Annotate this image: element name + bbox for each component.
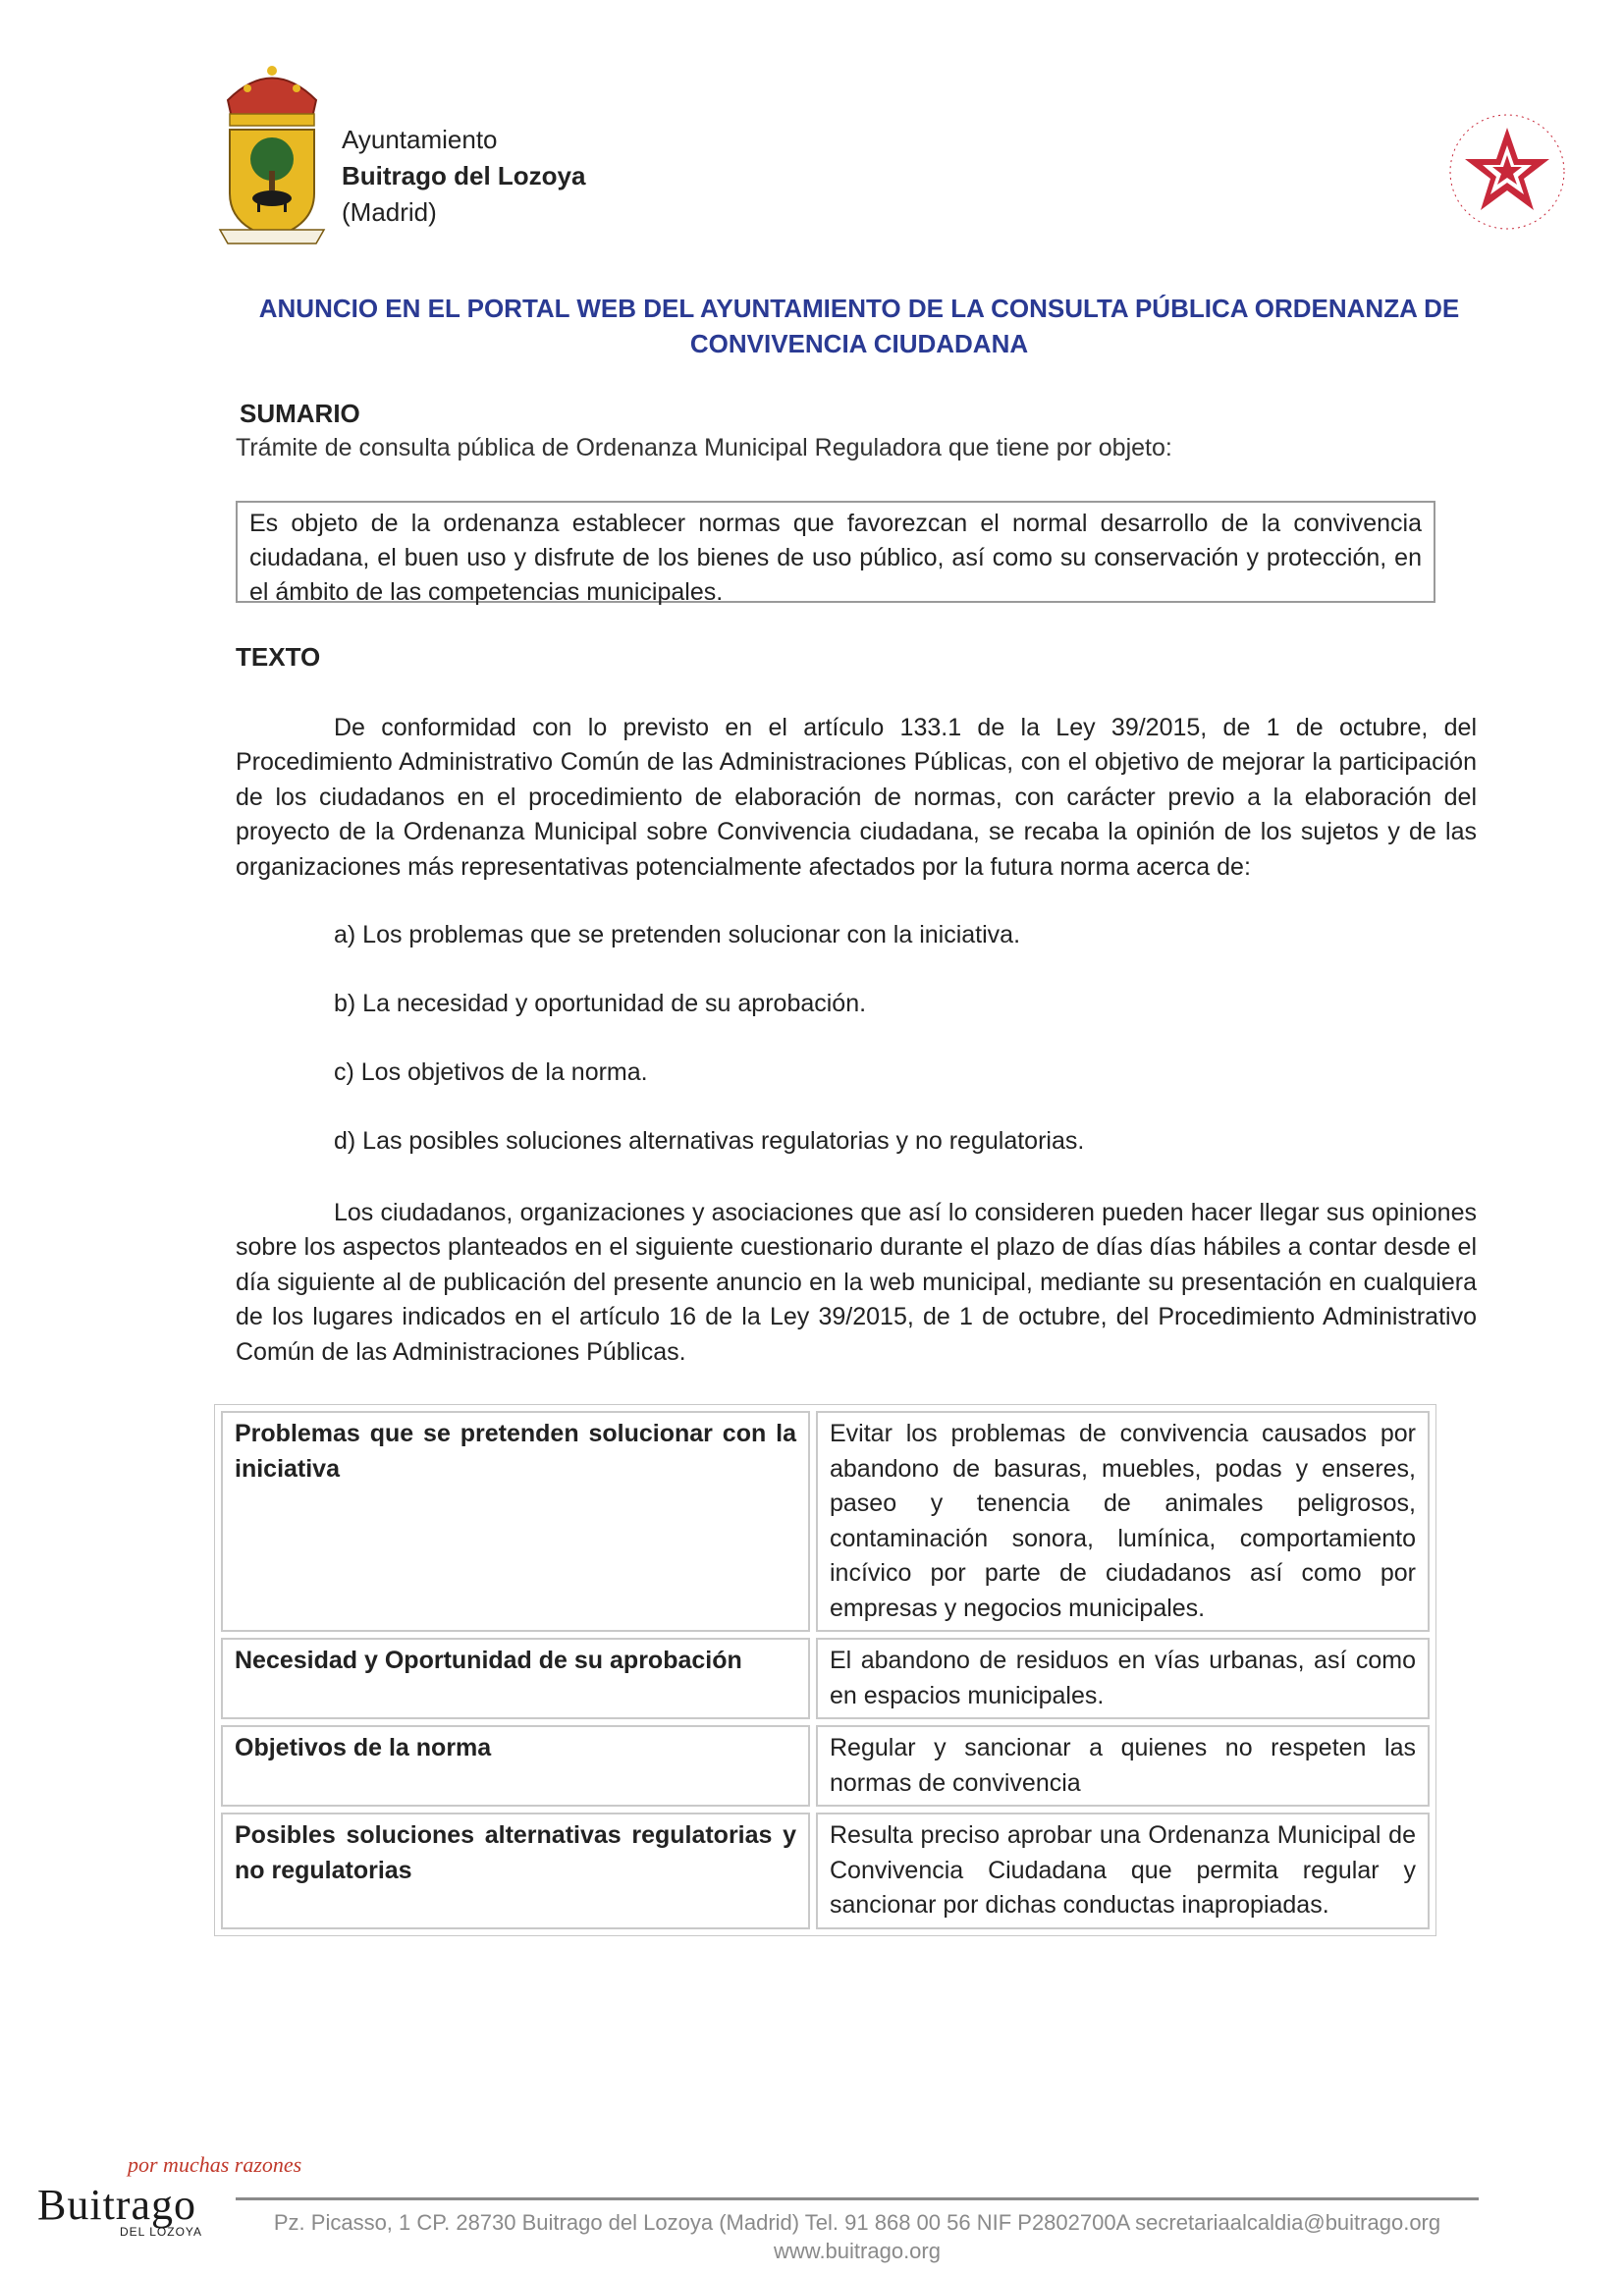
table-row xyxy=(221,1411,1430,1632)
municipality-name xyxy=(342,122,585,231)
table-label-cell: Posibles soluciones alternativas regulatorias y no regulatorias xyxy=(221,1813,810,1929)
consultation-table xyxy=(214,1404,1436,1936)
table-value-cell: El abandono de residuos en vías urbanas, así como en espacios municipales. xyxy=(816,1638,1430,1719)
org-line-1: Ayuntamiento xyxy=(342,125,498,154)
table-value-cell: Evitar los problemas de convivencia causados por abandono de basuras, muebles, podas y enseres, paseo y tenencia de animales peligrosos, contaminación sonora, lumínica, comportamiento incívico por parte de ciudadanos así como por empresas y negocios municipales. xyxy=(816,1411,1430,1632)
paragraph-participation: Los ciudadanos, organizaciones y asociaciones que así lo consideren pueden hacer llegar sus opiniones sobre los aspectos planteados en el siguiente cuestionario durante el plazo de días días hábiles a contar desde el día siguiente al de publicación del presente anuncio en la web municipal, mediante su presentación en cualquiera de los lugares indicados en el artículo 16 de la Ley 39/2015, de 1 de octubre, del Procedimiento Administrativo Común de las Administraciones Públicas. xyxy=(236,1199,1477,1366)
logo-brand: Buitrago xyxy=(37,2181,196,2229)
table-value-cell: Regular y sancionar a quienes no respeten las normas de convivencia xyxy=(816,1725,1430,1807)
footer-website-link[interactable]: www.buitrago.org xyxy=(774,2239,941,2263)
ordinance-object-box: Es objeto de la ordenanza establecer normas que favorezcan el normal desarrollo de la convivencia ciudadana, el buen uso y disfrute de los bienes de uso público, así como su conservación y protección, en el ámbito de las competencias municipales. xyxy=(236,501,1435,603)
document-title: ANUNCIO EN EL PORTAL WEB DEL AYUNTAMIENTO DE LA CONSULTA PÚBLICA ORDENANZA DE CONVIVENCIA CIUDADANA xyxy=(258,294,1460,358)
table-row xyxy=(221,1813,1430,1929)
table-row xyxy=(221,1638,1430,1719)
footer-address: Pz. Picasso, 1 CP. 28730 Buitrago del Lozoya (Madrid) Tel. 91 868 00 56 NIF P2802700A secretariaalcaldia@buitrago.org xyxy=(273,2210,1441,2235)
table-label-cell: Necesidad y Oportunidad de su aprobación xyxy=(221,1638,810,1719)
list-item: c) Los objetivos de la norma. xyxy=(334,1058,648,1086)
list-item: d) Las posibles soluciones alternativas regulatorias y no regulatorias. xyxy=(334,1127,1085,1155)
municipal-crest-logo xyxy=(218,61,326,247)
org-line-2: Buitrago del Lozoya xyxy=(342,161,586,190)
paragraph-legal-basis: De conformidad con lo previsto en el artículo 133.1 de la Ley 39/2015, de 1 de octubre, del Procedimiento Administrativo Común de las Administraciones Públicas, con el objetivo de mejorar la participación de los ciudadanos en el procedimiento de elaboración de normas, con carácter previo a la elaboración del proyecto de la Ordenanza Municipal sobre Convivencia ciudadana, se recaba la opinión de los sujetos y de las organizaciones más representativas potencialmente afectados por la futura norma acerca de: xyxy=(236,714,1477,881)
org-line-3: (Madrid) xyxy=(342,197,437,227)
footer-divider xyxy=(236,2197,1479,2200)
logo-tagline: por muchas razones xyxy=(128,2152,302,2177)
list-item: a) Los problemas que se pretenden solucionar con la iniciativa. xyxy=(334,921,1021,948)
table-row xyxy=(221,1725,1430,1807)
villas-de-madrid-seal-logo xyxy=(1434,98,1581,245)
sumario-intro: Trámite de consulta pública de Ordenanza Municipal Reguladora que tiene por objeto: xyxy=(236,434,1172,461)
table-label-cell: Objetivos de la norma xyxy=(221,1725,810,1807)
logo-sub: DEL LOZOYA xyxy=(120,2225,203,2239)
table-value-cell: Resulta preciso aprobar una Ordenanza Municipal de Convivencia Ciudadana que permita regular y sancionar por dichas conductas inapropiadas. xyxy=(816,1813,1430,1929)
table-label-cell: Problemas que se pretenden solucionar con la iniciativa xyxy=(221,1411,810,1632)
list-item: b) La necesidad y oportunidad de su aprobación. xyxy=(334,990,867,1017)
texto-heading: TEXTO xyxy=(236,642,321,672)
sumario-heading: SUMARIO xyxy=(240,399,360,428)
